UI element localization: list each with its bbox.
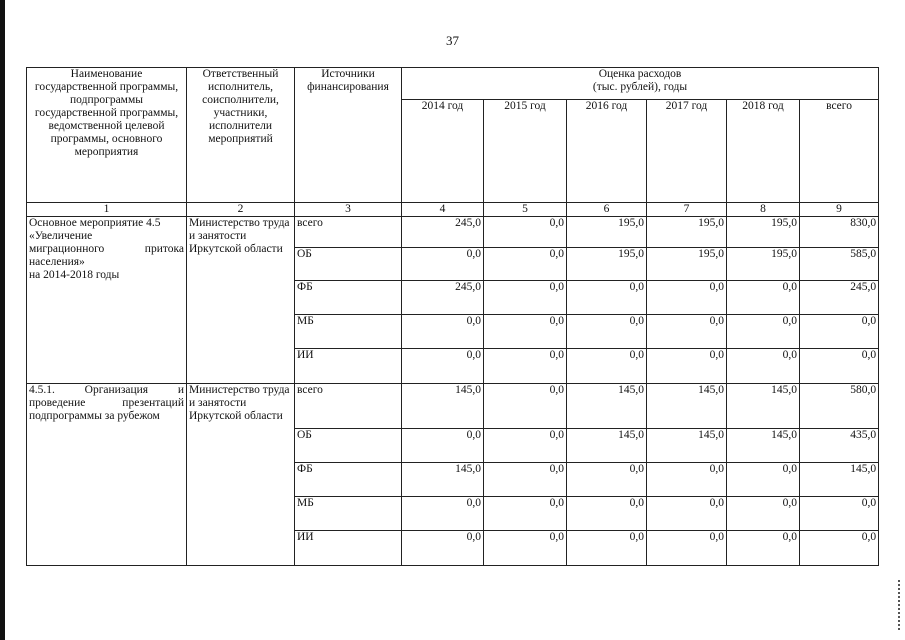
value-cell: 0,0 [402, 248, 484, 281]
value-cell: 0,0 [402, 497, 484, 531]
row-name-line: проведение презентаций [29, 397, 184, 409]
value-cell: 145,0 [647, 429, 727, 463]
column-number: 4 [402, 203, 484, 217]
source-cell: МБ [295, 497, 402, 531]
value-cell: 0,0 [567, 497, 647, 531]
value-cell: 195,0 [647, 248, 727, 281]
source-cell: ФБ [295, 281, 402, 315]
source-cell: ИИ [295, 531, 402, 566]
value-cell: 0,0 [727, 281, 800, 315]
value-cell: 0,0 [800, 315, 879, 349]
row-name-cell [27, 384, 187, 566]
value-cell: 0,0 [567, 463, 647, 497]
value-cell: 145,0 [727, 429, 800, 463]
page-number: 37 [446, 33, 459, 48]
value-cell: 0,0 [402, 429, 484, 463]
value-cell: 0,0 [484, 217, 567, 248]
source-cell: МБ [295, 315, 402, 349]
value-cell: 0,0 [727, 497, 800, 531]
source-cell: ОБ [295, 248, 402, 281]
value-cell: 0,0 [484, 497, 567, 531]
value-cell: 145,0 [567, 384, 647, 429]
value-cell: 245,0 [402, 281, 484, 315]
value-cell: 245,0 [800, 281, 879, 315]
column-number: 1 [27, 203, 187, 217]
header-responsible: Ответственный исполнитель, соисполнители, участники, исполнители мероприятий [187, 68, 295, 203]
value-cell: 145,0 [800, 463, 879, 497]
value-cell: 0,0 [567, 281, 647, 315]
table-row [27, 384, 879, 429]
value-cell: 0,0 [727, 315, 800, 349]
value-cell: 0,0 [484, 281, 567, 315]
value-cell: 195,0 [727, 217, 800, 248]
value-cell: 195,0 [567, 217, 647, 248]
value-cell: 0,0 [567, 531, 647, 566]
header-year-2014: 2014 год [402, 100, 484, 203]
value-cell: 0,0 [647, 463, 727, 497]
value-cell: 0,0 [484, 315, 567, 349]
value-cell: 0,0 [647, 315, 727, 349]
value-cell: 0,0 [567, 349, 647, 384]
column-number: 2 [187, 203, 295, 217]
header-total: всего [800, 100, 879, 203]
column-number: 5 [484, 203, 567, 217]
row-responsible: Министерство труда и занятости Иркутской области [187, 217, 295, 384]
value-cell: 0,0 [484, 429, 567, 463]
value-cell: 145,0 [567, 429, 647, 463]
value-cell: 830,0 [800, 217, 879, 248]
value-cell: 580,0 [800, 384, 879, 429]
header-year-2017: 2017 год [647, 100, 727, 203]
table-row [27, 217, 879, 248]
value-cell: 0,0 [647, 531, 727, 566]
value-cell: 145,0 [402, 463, 484, 497]
value-cell: 0,0 [402, 315, 484, 349]
source-cell: всего [295, 384, 402, 429]
row-name-cell [27, 217, 187, 384]
row-name-line: «Увеличение [29, 230, 93, 242]
value-cell: 0,0 [800, 349, 879, 384]
value-cell: 0,0 [402, 531, 484, 566]
value-cell: 195,0 [647, 217, 727, 248]
header-year-2016: 2016 год [567, 100, 647, 203]
value-cell: 0,0 [647, 281, 727, 315]
header-estimate-text: Оценка расходов (тыс. рублей), годы [592, 68, 688, 93]
value-cell: 145,0 [727, 384, 800, 429]
row-name-line: миграционного притока [29, 243, 184, 255]
source-cell: ФБ [295, 463, 402, 497]
expense-table [26, 67, 879, 566]
column-number: 6 [567, 203, 647, 217]
row-name-line: населения» [29, 256, 85, 268]
header-estimate [402, 68, 879, 100]
value-cell: 195,0 [567, 248, 647, 281]
value-cell: 0,0 [647, 497, 727, 531]
value-cell: 0,0 [800, 497, 879, 531]
header-year-2015: 2015 год [484, 100, 567, 203]
row-name-line: на 2014-2018 годы [29, 269, 120, 281]
scan-edge-bar [0, 0, 5, 640]
row-name-line: подпрограммы за рубежом [29, 410, 160, 422]
value-cell: 245,0 [402, 217, 484, 248]
source-cell: всего [295, 217, 402, 248]
value-cell: 195,0 [727, 248, 800, 281]
source-cell: ОБ [295, 429, 402, 463]
header-name: Наименование государственной программы, подпрограммы государственной программы, ведомственной целевой программы, основного мероприятия [27, 68, 187, 203]
source-cell: ИИ [295, 349, 402, 384]
value-cell: 145,0 [647, 384, 727, 429]
value-cell: 585,0 [800, 248, 879, 281]
value-cell: 0,0 [484, 531, 567, 566]
value-cell: 0,0 [484, 384, 567, 429]
column-number: 8 [727, 203, 800, 217]
value-cell: 0,0 [484, 248, 567, 281]
row-name-line: 4.5.1. Организация и [29, 384, 184, 396]
value-cell: 0,0 [727, 463, 800, 497]
column-number: 3 [295, 203, 402, 217]
value-cell: 145,0 [402, 384, 484, 429]
value-cell: 0,0 [800, 531, 879, 566]
value-cell: 0,0 [484, 463, 567, 497]
value-cell: 0,0 [727, 349, 800, 384]
value-cell: 0,0 [567, 315, 647, 349]
header-year-2018: 2018 год [727, 100, 800, 203]
scan-edge-marks [898, 580, 905, 630]
header-sources: Источники финансирования [295, 68, 402, 203]
value-cell: 0,0 [402, 349, 484, 384]
value-cell: 0,0 [647, 349, 727, 384]
column-number: 9 [800, 203, 879, 217]
column-number: 7 [647, 203, 727, 217]
value-cell: 435,0 [800, 429, 879, 463]
value-cell: 0,0 [484, 349, 567, 384]
row-responsible: Министерство труда и занятости Иркутской области [187, 384, 295, 566]
row-name-line: Основное мероприятие 4.5 [29, 217, 161, 229]
value-cell: 0,0 [727, 531, 800, 566]
column-number-row [27, 203, 879, 217]
